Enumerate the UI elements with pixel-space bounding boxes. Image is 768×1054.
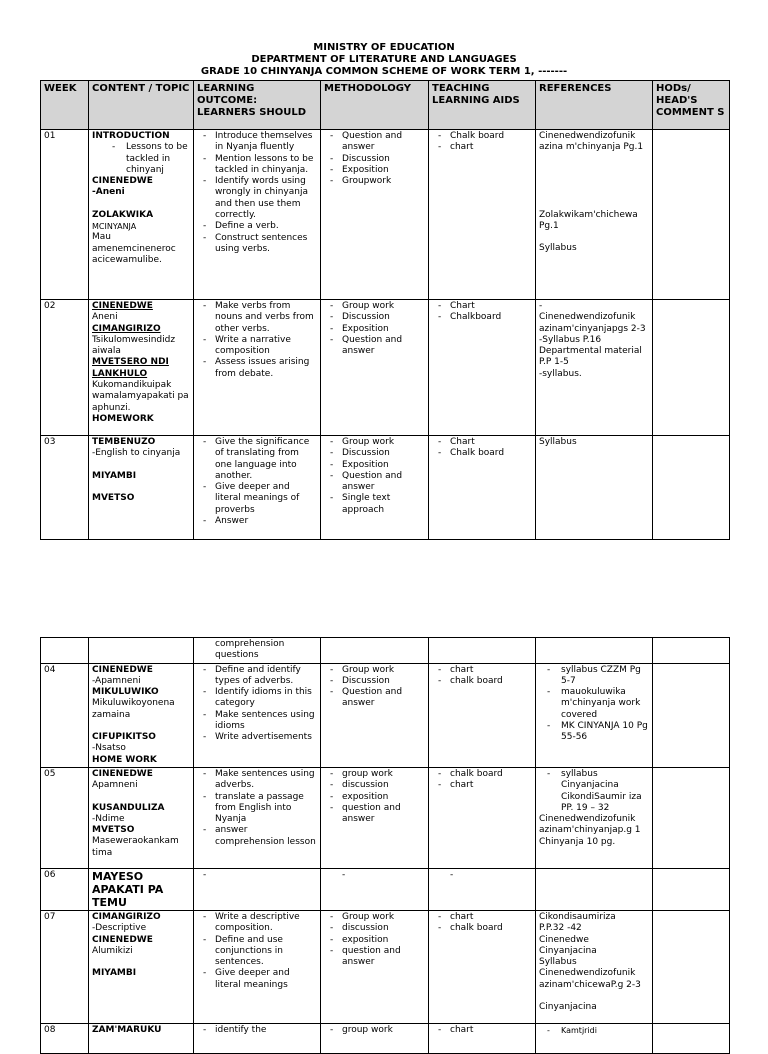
methodology-cell (321, 910, 429, 1023)
week-cell: 06 (41, 868, 89, 910)
content-cell: MAYESO APAKATI PA TEMU (89, 868, 194, 910)
list-item: - Exposition (324, 460, 425, 471)
hods-cell (653, 638, 730, 664)
list-item: - Write a descriptive composition. (197, 912, 317, 935)
col-week: WEEK (41, 81, 89, 130)
list-item: - chalk board (432, 923, 532, 934)
list-item: - Identify words using wrongly in chinyanja and then use them correctly. (197, 176, 317, 221)
list-item: - chart (432, 780, 532, 791)
week-cell: 07 (41, 910, 89, 1023)
list-item: - Give deeper and literal meanings of proverbs (197, 482, 317, 516)
list-item: - Group work (324, 437, 425, 448)
list-item: - exposition (324, 935, 425, 946)
aids-cell (429, 1023, 536, 1053)
list-item: - group work (324, 769, 425, 780)
list-item: - Identify idioms in this category (197, 687, 317, 710)
content-cell: CINENEDWE Aneni CIMANGIRIZO Tsikulomwesindidz aiwala MVETSERO NDI LANKHULO Kukomandikuipak wamalamyapakati pa aphunzi. HOMEWORK (89, 300, 194, 436)
col-references: REFERENCES (536, 81, 653, 130)
references-cell (536, 868, 653, 910)
list-item: - syllabus CZZM Pg 5-7 (539, 665, 649, 688)
references-cell: Syllabus (536, 436, 653, 540)
scheme-title: GRADE 10 CHINYANJA COMMON SCHEME OF WORK TERM 1, ------- (200, 66, 568, 77)
week-cell: 05 (41, 767, 89, 868)
content-cell: CINENEDWE -Apamneni MIKULUWIKO Mikuluwikoyonena zamaina CIFUPIKITSO -Nsatso HOME WORK (89, 663, 194, 767)
list-item: - Group work (324, 912, 425, 923)
table-row (41, 868, 730, 910)
aids-cell (429, 638, 536, 664)
list-item: - Define and use conjunctions in sentences. (197, 935, 317, 969)
table-row (41, 130, 730, 300)
table-row (41, 910, 730, 1023)
list-item: - Mention lessons to be tackled in chinyanja. (197, 154, 317, 177)
list-item: - chart (432, 665, 532, 676)
content-cell: CIMANGIRIZO -Descriptive CINENEDWE Alumikizi MIYAMBI (89, 910, 194, 1023)
list-item: - Exposition (324, 165, 425, 176)
list-item: - Define a verb. (197, 221, 317, 232)
content-cell: TEMBENUZO -English to cinyanja MIYAMBI MVETSO (89, 436, 194, 540)
list-item: - Give deeper and literal meanings (197, 968, 317, 991)
references-cell: - Cinenedwendizofunik azinam'cinyanjapgs 2-3 -Syllabus P.16 Departmental material P.P 1-5 -syllabus. (536, 300, 653, 436)
continuation-text: comprehension questions (215, 639, 285, 661)
references-cell (536, 663, 653, 767)
outcome-cell (194, 436, 321, 540)
methodology-cell (321, 1023, 429, 1053)
hods-cell (653, 910, 730, 1023)
col-aids: TEACHING LEARNING AIDS (429, 81, 536, 130)
col-outcome: LEARNING OUTCOME: LEARNERS SHOULD (194, 81, 321, 130)
list-item: - Group work (324, 301, 425, 312)
outcome-cell (194, 130, 321, 300)
ministry-title: MINISTRY OF EDUCATION (313, 42, 455, 53)
list-item: - question and answer (324, 946, 425, 969)
list-item: - Write a narrative composition (197, 335, 317, 358)
methodology-cell (321, 638, 429, 664)
list-item: - Make verbs from nouns and verbs from other verbs. (197, 301, 317, 335)
list-item: - Kamtjridi (539, 1025, 649, 1036)
list-item: - chart (432, 1025, 532, 1036)
content-cell (89, 638, 194, 664)
list-item: - translate a passage from English into Nyanja (197, 792, 317, 826)
scheme-table-page-1 (40, 80, 730, 540)
content-cell: CINENEDWE Apamneni KUSANDULIZA -Ndime MVETSO Maseweraokankam tima (89, 767, 194, 868)
list-item: - Introduce themselves in Nyanja fluently (197, 131, 317, 154)
outcome-cell (194, 767, 321, 868)
list-item: - MK CINYANJA 10 Pg 55-56 (539, 721, 649, 744)
department-title: DEPARTMENT OF LITERATURE AND LANGUAGES (251, 54, 517, 65)
list-item: - chalk board (432, 676, 532, 687)
hods-cell (653, 663, 730, 767)
content-cell: ZAM'MARUKU (89, 1023, 194, 1053)
list-item: - Groupwork (324, 176, 425, 187)
list-item: - Write advertisements (197, 732, 317, 743)
list-item: - Assess issues arising from debate. (197, 357, 317, 380)
outcome-cell (194, 1023, 321, 1053)
col-methodology: METHODOLOGY (321, 81, 429, 130)
list-item: - Answer (197, 516, 317, 527)
methodology-cell: - (321, 868, 429, 910)
list-item: - Group work (324, 665, 425, 676)
scheme-table-page-2 (40, 637, 730, 1054)
list-item: - exposition (324, 792, 425, 803)
list-item: - Question and answer (324, 687, 425, 710)
references-cell (536, 638, 653, 664)
col-hods: HODs/ HEAD'S COMMENT S (653, 81, 730, 130)
list-item: - Discussion (324, 676, 425, 687)
references-cell (536, 1023, 653, 1053)
list-item: - discussion (324, 780, 425, 791)
list-item: - answer comprehension lesson (197, 825, 317, 848)
aids-cell (429, 663, 536, 767)
list-item: - Construct sentences using verbs. (197, 233, 317, 256)
list-item: - group work (324, 1025, 425, 1036)
aids-cell (429, 767, 536, 868)
list-item: - Question and answer (324, 335, 425, 358)
list-item: - syllabus Cinyanjacina CikondiSaumir iza (539, 769, 649, 803)
references-cell: - syllabus Cinyanjacina CikondiSaumir iza PP. 19 – 32 Cinenedwendizofunik azinam'chinyanjap.g 1 Chinyanja 10 pg. (536, 767, 653, 868)
aids-cell: - (429, 868, 536, 910)
aids-cell (429, 130, 536, 300)
list-item: - question and answer (324, 803, 425, 826)
list-item: - Make sentences using adverbs. (197, 769, 317, 792)
list-item: - identify the (197, 1025, 317, 1036)
header-row (41, 81, 730, 130)
list-item: - discussion (324, 923, 425, 934)
hods-cell (653, 130, 730, 300)
list-item: - Question and answer (324, 131, 425, 154)
table-row (41, 638, 730, 664)
list-item: - chart (432, 912, 532, 923)
outcome-cell: - (194, 868, 321, 910)
outcome-cell (194, 638, 321, 664)
content-cell: INTRODUCTION - Lessons to be tackled in chinyanj CINENEDWE -Aneni ZOLAKWIKA MCINYANJA Mau amenemcineneroc acicewamulibe. (89, 130, 194, 300)
hods-cell (653, 767, 730, 868)
list-item: - Single text approach (324, 493, 425, 516)
list-item: - Exposition (324, 324, 425, 335)
aids-cell (429, 436, 536, 540)
outcome-cell (194, 910, 321, 1023)
table-row (41, 767, 730, 868)
references-cell: Cikondisaumiriza P.P.32 -42 Cinenedwe Cinyanjacina Syllabus Cinenedwendizofunik azinam'chicewaP.g 2-3 Cinyanjacina (536, 910, 653, 1023)
methodology-cell (321, 130, 429, 300)
references-cell: Cinenedwendizofunik azina m'chinyanja Pg.1 Zolakwikam'chichewa Pg.1 Syllabus (536, 130, 653, 300)
list-item: - Discussion (324, 448, 425, 459)
list-item: - Chart (432, 301, 532, 312)
list-item: - Define and identify types of adverbs. (197, 665, 317, 688)
methodology-cell (321, 767, 429, 868)
document-heading (0, 42, 768, 78)
aids-cell (429, 910, 536, 1023)
hods-cell (653, 300, 730, 436)
list-item: - Discussion (324, 312, 425, 323)
table-row (41, 663, 730, 767)
week-cell: 02 (41, 300, 89, 436)
outcome-cell (194, 663, 321, 767)
list-item: - Give the significance of translating from one language into another. (197, 437, 317, 482)
week-cell: 04 (41, 663, 89, 767)
list-item: - Chart (432, 437, 532, 448)
table-row (41, 300, 730, 436)
methodology-cell (321, 663, 429, 767)
list-item: - Chalkboard (432, 312, 532, 323)
methodology-cell (321, 436, 429, 540)
list-item: - mauokuluwika m'chinyanja work covered (539, 687, 649, 721)
hods-cell (653, 436, 730, 540)
col-content: CONTENT / TOPIC (89, 81, 194, 130)
list-item: - Question and answer (324, 471, 425, 494)
methodology-cell (321, 300, 429, 436)
table-row (41, 436, 730, 540)
week-cell: 08 (41, 1023, 89, 1053)
week-cell: 01 (41, 130, 89, 300)
hods-cell (653, 1023, 730, 1053)
aids-cell (429, 300, 536, 436)
list-item: - chalk board (432, 769, 532, 780)
table-row (41, 1023, 730, 1053)
list-item: - Chalk board (432, 131, 532, 142)
hods-cell (653, 868, 730, 910)
outcome-cell (194, 300, 321, 436)
list-item: - Make sentences using idioms (197, 710, 317, 733)
list-item: - chart (432, 142, 532, 153)
list-item: - Discussion (324, 154, 425, 165)
week-cell (41, 638, 89, 664)
week-cell: 03 (41, 436, 89, 540)
list-item: - Chalk board (432, 448, 532, 459)
